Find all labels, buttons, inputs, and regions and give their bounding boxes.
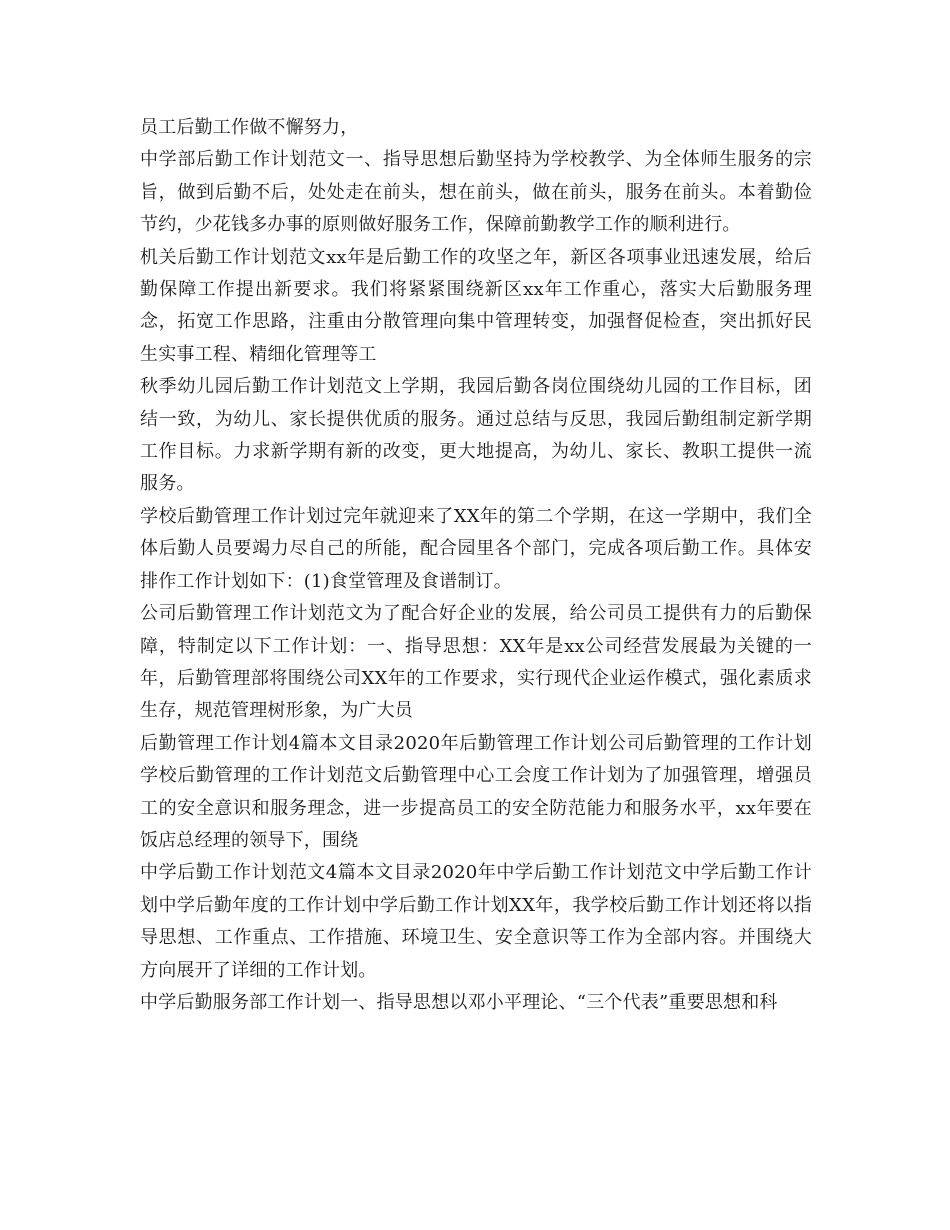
paragraph-4: 秋季幼儿园后勤工作计划范文上学期，我园后勤各岗位围绕幼儿园的工作目标，团结一致，为幼儿、家长提供优质的服务。通过总结与反思，我园后勤组制定新学期工作目标。力求新学期有新的改变，更大地提高，为幼儿、家长、教职工提供一流服务。 bbox=[140, 376, 812, 495]
paragraph-1: 员工后勤工作做不懈努力， bbox=[140, 117, 359, 138]
paragraph-2: 中学部后勤工作计划范文一、指导思想后勤坚持为学校教学、为全体师生服务的宗旨，做到后勤不后，处处走在前头，想在前头，做在前头，服务在前头。本着勤俭节约，少花钱多办事的原则做好服务工作，保障前勤教学工作的顺利进行。 bbox=[140, 149, 812, 236]
document-body bbox=[140, 112, 812, 1019]
paragraph-7: 后勤管理工作计划4篇本文目录2020年后勤管理工作计划公司后勤管理的工作计划学校后勤管理的工作计划范文后勤管理中心工会度工作计划为了加强管理，增强员工的安全意识和服务理念，进一步提高员工的安全防范能力和服务水平，xx年要在饭店总经理的领导下，围绕 bbox=[140, 732, 812, 851]
paragraph-6: 公司后勤管理工作计划范文为了配合好企业的发展，给公司员工提供有力的后勤保障，特制定以下工作计划：一、指导思想：XX年是xx公司经营发展最为关键的一年，后勤管理部将围绕公司XX年的工作要求，实行现代企业运作模式，强化素质求生存，规范管理树形象，为广大员 bbox=[140, 603, 812, 722]
paragraph-3: 机关后勤工作计划范文xx年是后勤工作的攻坚之年，新区各项事业迅速发展，给后勤保障工作提出新要求。我们将紧紧围绕新区xx年工作重心，落实大后勤服务理念，拓宽工作思路，注重由分散管理向集中管理转变，加强督促检查，突出抓好民生实事工程、精细化管理等工 bbox=[140, 246, 812, 365]
paragraph-9: 中学后勤服务部工作计划一、指导思想以邓小平理论、“三个代表”重要思想和科 bbox=[140, 991, 778, 1013]
paragraph-5: 学校后勤管理工作计划过完年就迎来了XX年的第二个学期，在这一学期中，我们全体后勤人员要竭力尽自己的所能，配合园里各个部门，完成各项后勤工作。具体安排作工作计划如下：(1)食堂管理及食谱制订。 bbox=[140, 505, 812, 592]
paragraph-8: 中学后勤工作计划范文4篇本文目录2020年中学后勤工作计划范文中学后勤工作计划中学后勤年度的工作计划中学后勤工作计划XX年，我学校后勤工作计划还将以指导思想、工作重点、工作措施、环境卫生、安全意识等工作为全部内容。并围绕大方向展开了详细的工作计划。 bbox=[140, 862, 812, 981]
